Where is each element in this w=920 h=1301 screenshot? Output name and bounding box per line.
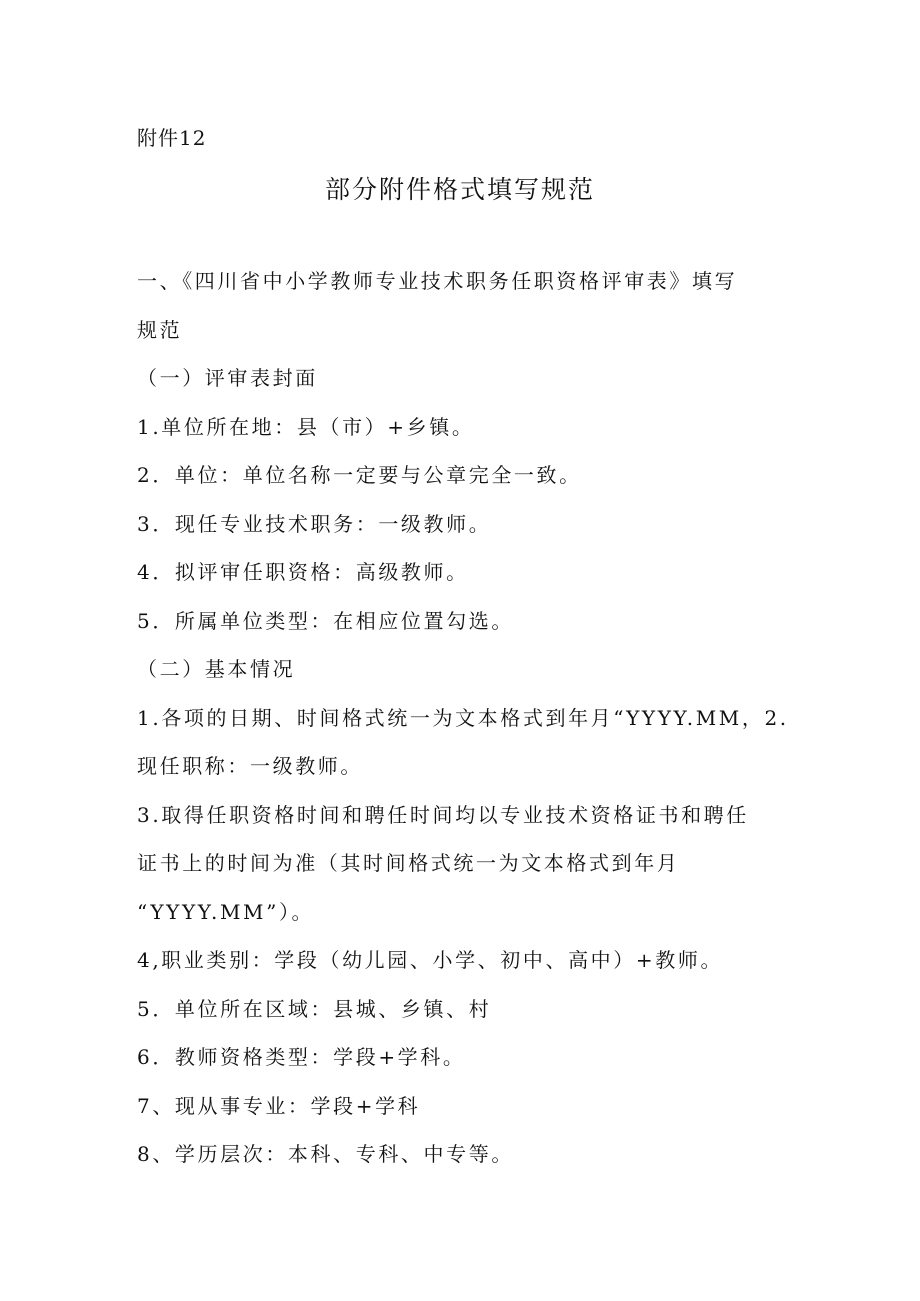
- paragraph-line: 1.单位所在地：县（市）+乡镇。: [137, 414, 475, 439]
- paragraph-line: 1.各项的日期、时间格式统一为文本格式到年月“YYYY.MM，2.: [137, 705, 789, 730]
- subsection-basic-info: （二）基本情况: [137, 657, 296, 681]
- paragraph-line: 6．教师资格类型：学段+学科。: [137, 1045, 466, 1069]
- paragraph-line: 8、学历层次：本科、专科、中专等。: [137, 1142, 514, 1166]
- paragraph-line: 5．单位所在区域：县城、乡镇、村: [137, 996, 492, 1021]
- paragraph-line: “YYYY.MM”）。: [137, 899, 315, 924]
- section-heading-1: 一、《四川省中小学教师专业技术职务任职资格评审表》填写: [137, 269, 738, 293]
- subsection-cover: （一）评审表封面: [137, 366, 318, 390]
- paragraph-line: 2．单位：单位名称一定要与公章完全一致。: [137, 463, 582, 487]
- paragraph-line: 3．现任专业技术职务：一级教师。: [137, 511, 492, 536]
- paragraph-line: 3.取得任职资格时间和聘任时间均以专业技术资格证书和聘任: [137, 802, 749, 827]
- document-title: 部分附件格式填写规范: [324, 175, 595, 204]
- paragraph-line: 5．所属单位类型：在相应位置勾选。: [137, 608, 514, 633]
- paragraph-line: 7、现从事专业：学段+学科: [137, 1093, 421, 1118]
- paragraph-line: 现任职称：一级教师。: [137, 754, 363, 778]
- paragraph-line: 4,职业类别：学段（幼儿园、小学、初中、高中）+教师。: [137, 948, 724, 972]
- paragraph-line: 证书上的时间为准（其时间格式统一为文本格式到年月: [137, 851, 680, 875]
- attachment-label: 附件12: [137, 126, 207, 150]
- document-body: [137, 264, 789, 1186]
- section-heading-1-cont: 规范: [137, 317, 183, 342]
- paragraph-line: 4．拟评审任职资格：高级教师。: [137, 560, 469, 584]
